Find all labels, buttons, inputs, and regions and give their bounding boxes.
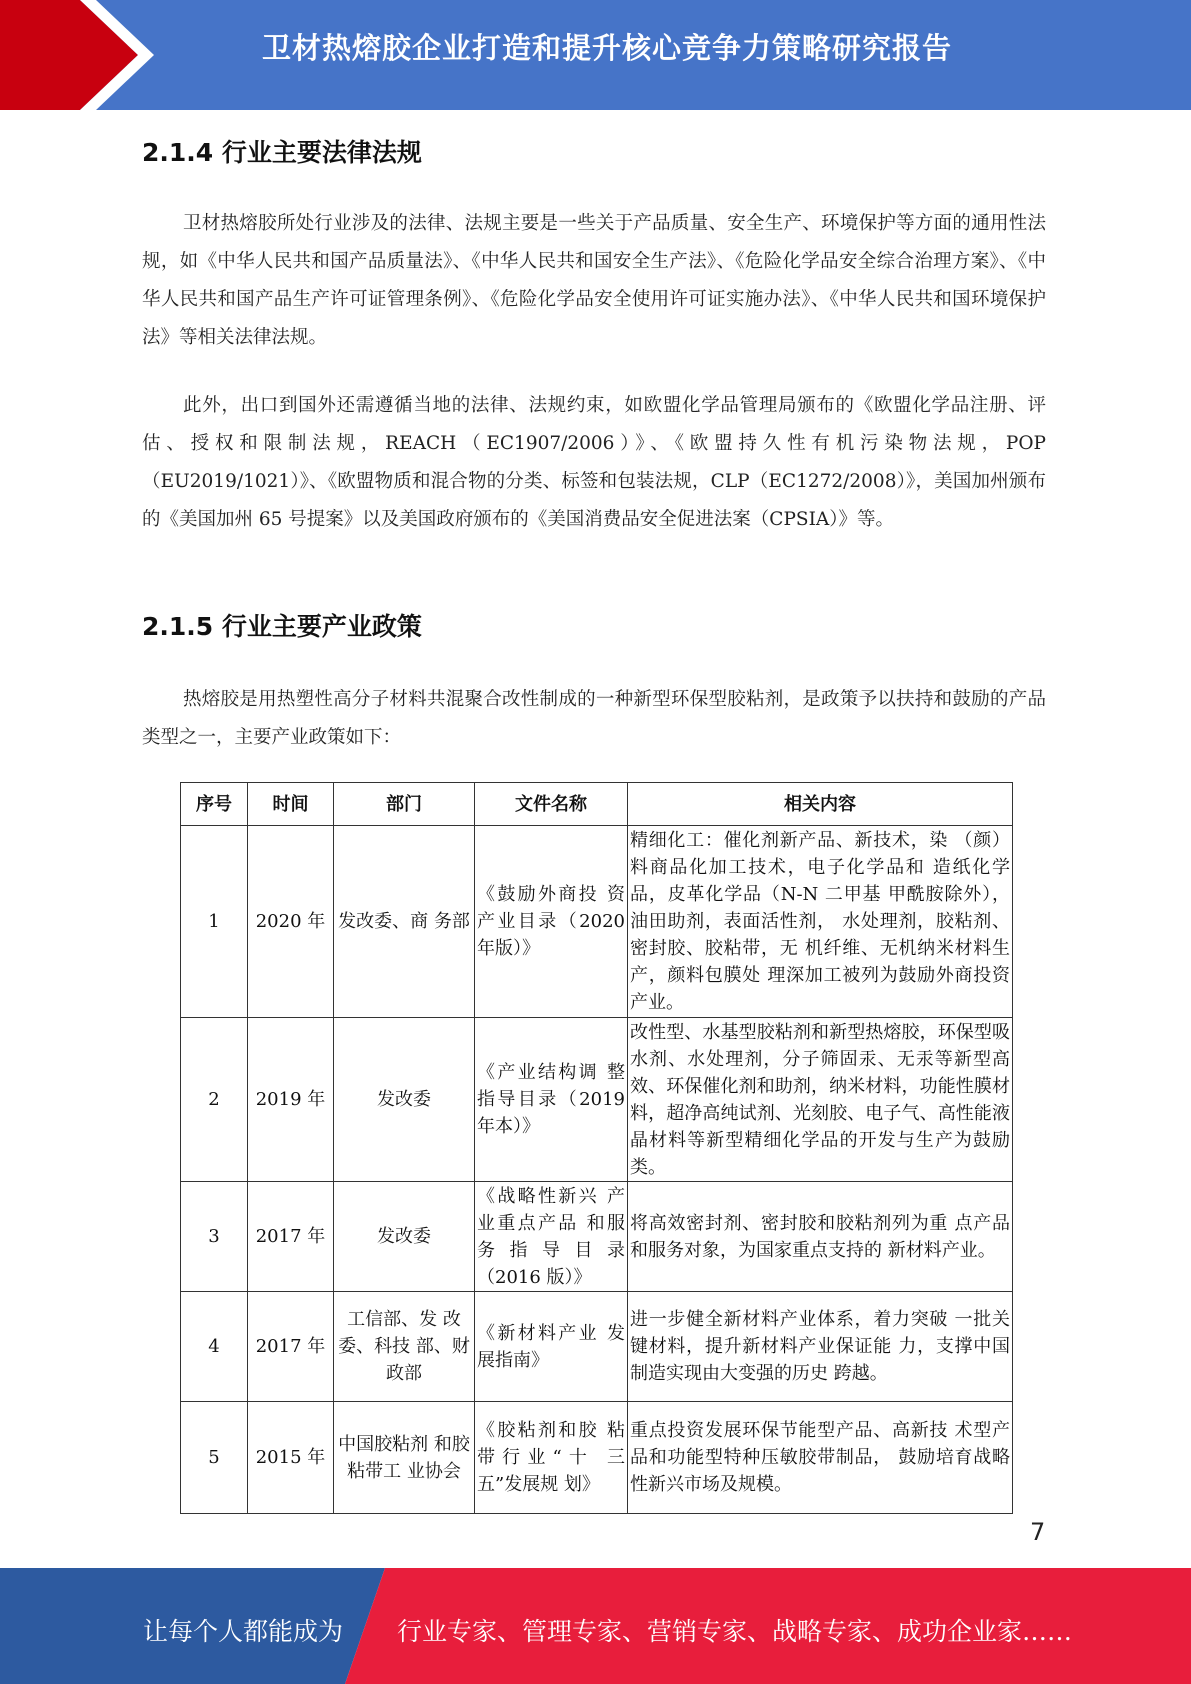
table-row	[181, 826, 1013, 1018]
cell-content: 改性型、水基型胶粘剂和新型热熔胶，环保型吸水剂、水处理剂，分子筛固汞、无汞等新型高效、环保催化剂和助剂，纳米材料，功能性膜材料，超净高纯试剂、光刻胶、电子气、高性能液晶材料等新型精细化学品的开发与生产为鼓励类。	[628, 1018, 1013, 1182]
table-row	[181, 1018, 1013, 1182]
cell-dept: 中国胶粘剂 和胶粘带工 业协会	[334, 1402, 475, 1514]
table-header-row	[181, 783, 1013, 826]
section-heading-2-1-4: 2.1.4 行业主要法律法规	[142, 138, 422, 167]
table-row	[181, 1292, 1013, 1402]
cell-content: 精细化工：催化剂新产品、新技术，染 （颜）料商品化加工技术，电子化学品和 造纸化学品，皮革化学品（N-N 二甲基 甲酰胺除外），油田助剂，表面活性剂， 水处理剂，胶粘剂、密封胶、胶粘带，无 机纤维、无机纳米材料生产，颜料包膜处 理深加工被列为鼓励外商投资产业。	[628, 826, 1013, 1018]
policy-table	[180, 782, 1013, 1514]
cell-dept: 发改委、商 务部	[334, 826, 475, 1018]
cell-no: 1	[181, 826, 248, 1018]
cell-doc: 《战略性新兴 产业重点产品 和服务 指 导 目 录（2016 版）》	[475, 1182, 628, 1292]
page-number: 7	[1030, 1518, 1046, 1546]
cell-time: 2017 年	[248, 1292, 334, 1402]
section-heading-2-1-5: 2.1.5 行业主要产业政策	[142, 612, 422, 641]
cell-dept: 发改委	[334, 1018, 475, 1182]
paragraph-policy-intro: 热熔胶是用热塑性高分子材料共混聚合改性制成的一种新型环保型胶粘剂，是政策予以扶持和鼓励的产品类型之一，主要产业政策如下：	[142, 689, 1046, 748]
cell-dept: 工信部、发 改委、科技 部、财政部	[334, 1292, 475, 1402]
footer-slogan-left: 让每个人都能成为	[143, 1617, 344, 1646]
cell-dept: 发改委	[334, 1182, 475, 1292]
header-doc: 文件名称	[475, 783, 628, 826]
paragraph-laws-2: 此外，出口到国外还需遵循当地的法律、法规约束，如欧盟化学品管理局颁布的《欧盟化学品注册、评估、授权和限制法规，REACH（EC1907/2006）》、《欧盟持久性有机污染物法规，POP（EU2019/1021）》、《欧盟物质和混合物的分类、标签和包装法规，CLP（EC1272/2008）》，美国加州颁布的《美国加州 65 号提案》以及美国政府颁布的《美国消费品安全促进法案（CPSIA）》等。	[142, 395, 1046, 530]
header-dept: 部门	[334, 783, 475, 826]
cell-no: 2	[181, 1018, 248, 1182]
header-arrow-graphic	[0, 0, 160, 110]
cell-time: 2015 年	[248, 1402, 334, 1514]
header-time: 时间	[248, 783, 334, 826]
cell-time: 2019 年	[248, 1018, 334, 1182]
cell-no: 3	[181, 1182, 248, 1292]
table-row	[181, 1402, 1013, 1514]
cell-doc: 《新材料产业 发展指南》	[475, 1292, 628, 1402]
header-content: 相关内容	[628, 783, 1013, 826]
cell-time: 2020 年	[248, 826, 334, 1018]
cell-doc: 《鼓励外商投 资产业目录（2020 年版）》	[475, 826, 628, 1018]
footer-slogan-right: 行业专家、管理专家、营销专家、战略专家、成功企业家……	[397, 1617, 1073, 1646]
report-title: 卫材热熔胶企业打造和提升核心竞争力策略研究报告	[262, 31, 953, 65]
cell-doc: 《胶粘剂和胶 粘带行业“十 三五”发展规 划》	[475, 1402, 628, 1514]
cell-content: 进一步健全新材料产业体系，着力突破 一批关键材料，提升新材料产业保证能 力，支撑中国制造实现由大变强的历史 跨越。	[628, 1292, 1013, 1402]
cell-doc: 《产业结构调 整指导目录（2019 年本）》	[475, 1018, 628, 1182]
page-header	[0, 0, 1191, 110]
paragraph-laws-1: 卫材热熔胶所处行业涉及的法律、法规主要是一些关于产品质量、安全生产、环境保护等方面的通用性法规，如《中华人民共和国产品质量法》、《中华人民共和国安全生产法》、《危险化学品安全综合治理方案》、《中华人民共和国产品生产许可证管理条例》、《危险化学品安全使用许可证实施办法》、《中华人民共和国环境保护法》等相关法律法规。	[142, 213, 1046, 348]
table-row	[181, 1182, 1013, 1292]
cell-time: 2017 年	[248, 1182, 334, 1292]
cell-content: 重点投资发展环保节能型产品、高新技 术型产品和功能型特种压敏胶带制品， 鼓励培育战略性新兴市场及规模。	[628, 1402, 1013, 1514]
cell-no: 4	[181, 1292, 248, 1402]
cell-no: 5	[181, 1402, 248, 1514]
page-footer	[0, 1568, 1191, 1684]
header-no: 序号	[181, 783, 248, 826]
cell-content: 将高效密封剂、密封胶和胶粘剂列为重 点产品和服务对象，为国家重点支持的 新材料产业。	[628, 1182, 1013, 1292]
